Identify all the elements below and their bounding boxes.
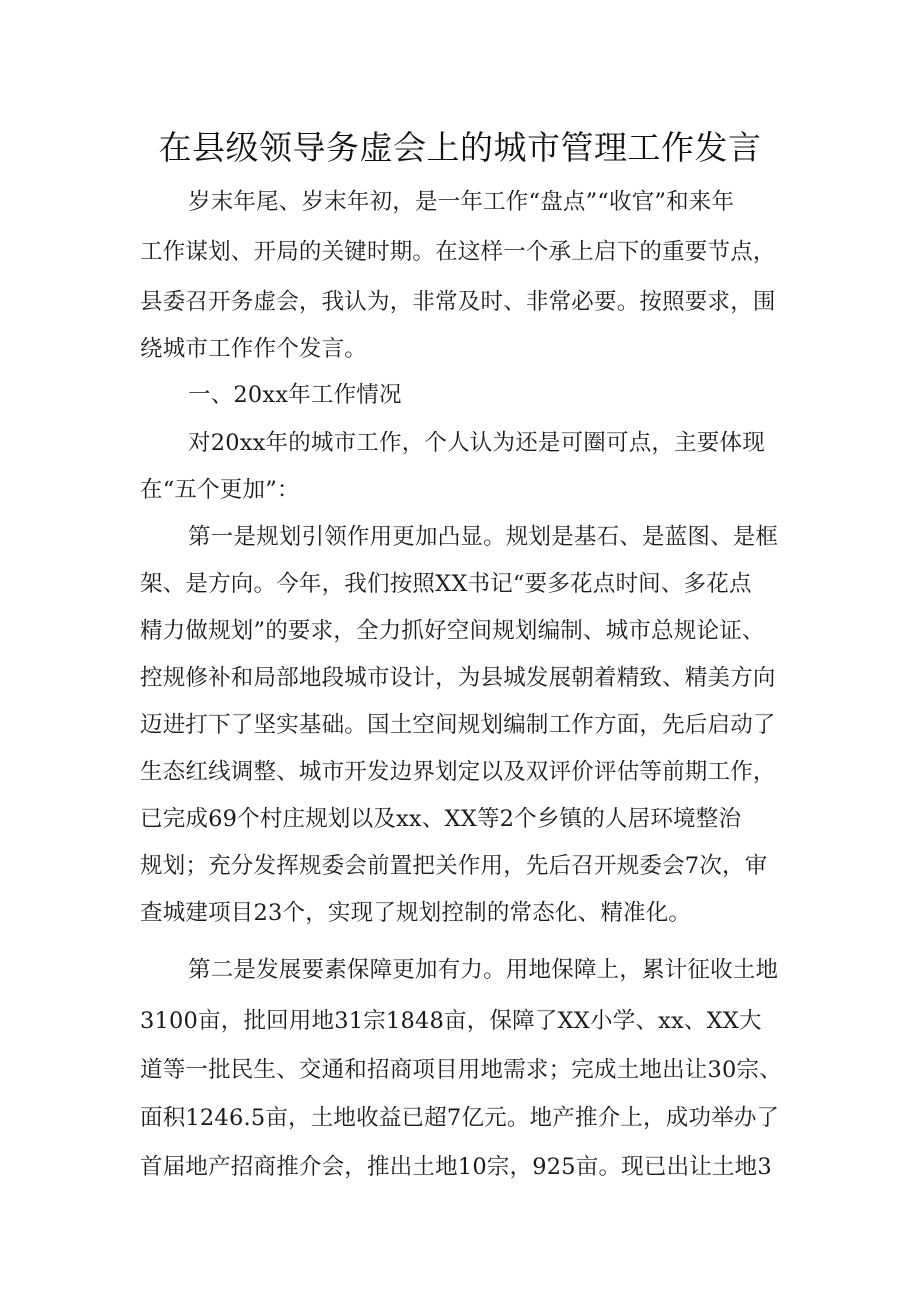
paragraph-line: 生态红线调整、城市开发边界划定以及双评价评估等前期工作， (140, 759, 776, 785)
paragraph-line: 控规修补和局部地段城市设计，为县城发展朝着精致、精美方向 (140, 665, 776, 691)
paragraph-line: 已完成69个村庄规划以及xx、XX等2个乡镇的人居环境整治 (140, 806, 742, 832)
paragraph-line: 道等一批民生、交通和招商项目用地需求；完成土地出让30宗、 (140, 1057, 782, 1083)
paragraph-line: 第一是规划引领作用更加凸显。规划是基石、是蓝图、是框 (188, 524, 779, 550)
paragraph-line: 县委召开务虚会，我认为，非常及时、非常必要。按照要求，围 (140, 289, 776, 315)
paragraph-line: 岁末年尾、岁末年初，是一年工作“盘点”“收官”和来年 (188, 189, 735, 215)
paragraph-line: 迈进打下了坚实基础。国土空间规划编制工作方面，先后启动了 (140, 712, 776, 738)
document-title: 在县级领导务虚会上的城市管理工作发言 (158, 128, 762, 167)
section-heading: 一、20xx年工作情况 (188, 382, 402, 408)
paragraph-line: 第二是发展要素保障更加有力。用地保障上，累计征收土地 (188, 957, 779, 983)
paragraph-line: 3100亩，批回用地31宗1848亩，保障了XX小学、xx、XX大 (140, 1008, 762, 1034)
paragraph-line: 查城建项目23个，实现了规划控制的常态化、精准化。 (140, 900, 692, 926)
paragraph-line: 首届地产招商推介会，推出土地10宗，925亩。现已出让土地3 (140, 1154, 772, 1180)
paragraph-line: 在“五个更加”： (140, 477, 300, 503)
paragraph-line: 精力做规划”的要求，全力抓好空间规划编制、城市总规论证、 (140, 618, 765, 644)
paragraph-line: 对20xx年的城市工作，个人认为还是可圈可点，主要体现 (188, 430, 765, 456)
paragraph-line: 架、是方向。今年，我们按照XX书记“要多花点时间、多花点 (140, 571, 752, 597)
paragraph-line: 工作谋划、开局的关键时期。在这样一个承上启下的重要节点， (140, 239, 776, 265)
paragraph-line: 面积1246.5亩，土地收益已超7亿元。地产推介上，成功举办了 (140, 1105, 780, 1131)
paragraph-line: 绕城市工作作个发言。 (140, 336, 368, 362)
paragraph-line: 规划；充分发挥规委会前置把关作用，先后召开规委会7次，审 (140, 853, 768, 879)
